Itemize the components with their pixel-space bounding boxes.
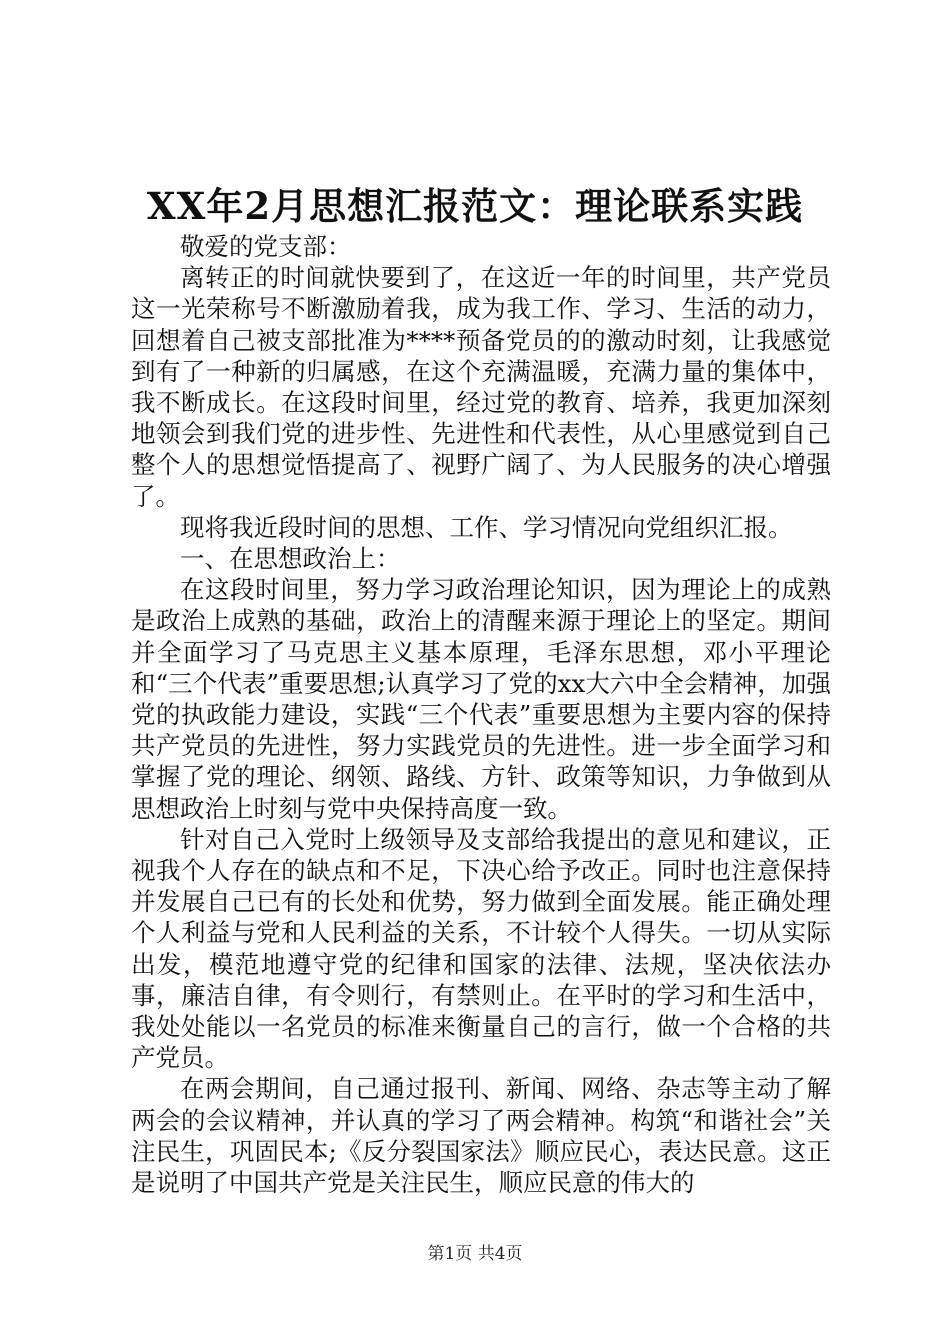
paragraph: 在这段时间里，努力学习政治理论知识，因为理论上的成熟是政治上成熟的基础，政治上的清醒来源于理论上的坚定。期间并全面学习了马克思主义基本原理，毛泽东思想，邓小平理论和“三个代表”重要思想;认真学习了党的xx大六中全会精神，加强党的执政能力建设，实践“三个代表”重要思想为主要内容的保持共产党员的先进性，努力实践党员的先进性。进一步全面学习和掌握了党的理论、纲领、路线、方针、政策等知识，力争做到从思想政治上时刻与党中央保持高度一致。 bbox=[131, 575, 831, 823]
paragraph: 现将我近段时间的思想、工作、学习情况向党组织汇报。 bbox=[180, 512, 793, 542]
paragraph: 针对自己入党时上级领导及支部给我提出的意见和建议，正视我个人存在的缺点和不足，下决心给予改正。同时也注意保持并发展自己已有的长处和优势，努力做到全面发展。能正确处理个人利益与党和人民利益的关系，不计较个人得失。一切从实际出发，模范地遵守党的纪律和国家的法律、法规，坚决依法办事，廉洁自律，有令则行，有禁则止。在平时的学习和生活中，我处处能以一名党员的标准来衡量自己的言行，做一个合格的共产党员。 bbox=[131, 824, 831, 1073]
document-title: XX年2月思想汇报范文：理论联系实践 bbox=[146, 184, 804, 228]
paragraph: 在两会期间，自己通过报刊、新闻、网络、杂志等主动了解两会的会议精神，并认真的学习了两会精神。构筑“和谐社会”关注民生，巩固民本;《反分裂国家法》顺应民心，表达民意。这正是说明了中国共产党是关注民生，顺应民意的伟大的 bbox=[131, 1074, 831, 1198]
page-footer: 第1页 共4页 bbox=[427, 1244, 523, 1264]
salutation: 敬爱的党支部： bbox=[180, 232, 352, 261]
document-body bbox=[131, 231, 831, 1198]
section-heading: 一、在思想政治上： bbox=[180, 544, 401, 574]
paragraph: 离转正的时间就快要到了，在这近一年的时间里，共产党员这一光荣称号不断激励着我，成为我工作、学习、生活的动力，回想着自己被支部批准为****预备党员的的激动时刻，让我感觉到有了一种新的归属感，在这个充满温暖，充满力量的集体中，我不断成长。在这段时间里，经过党的教育、培养，我更加深刻地领会到我们党的进步性、先进性和代表性，从心里感觉到自己整个人的思想觉悟提高了、视野广阔了、为人民服务的决心增强了。 bbox=[131, 263, 831, 511]
